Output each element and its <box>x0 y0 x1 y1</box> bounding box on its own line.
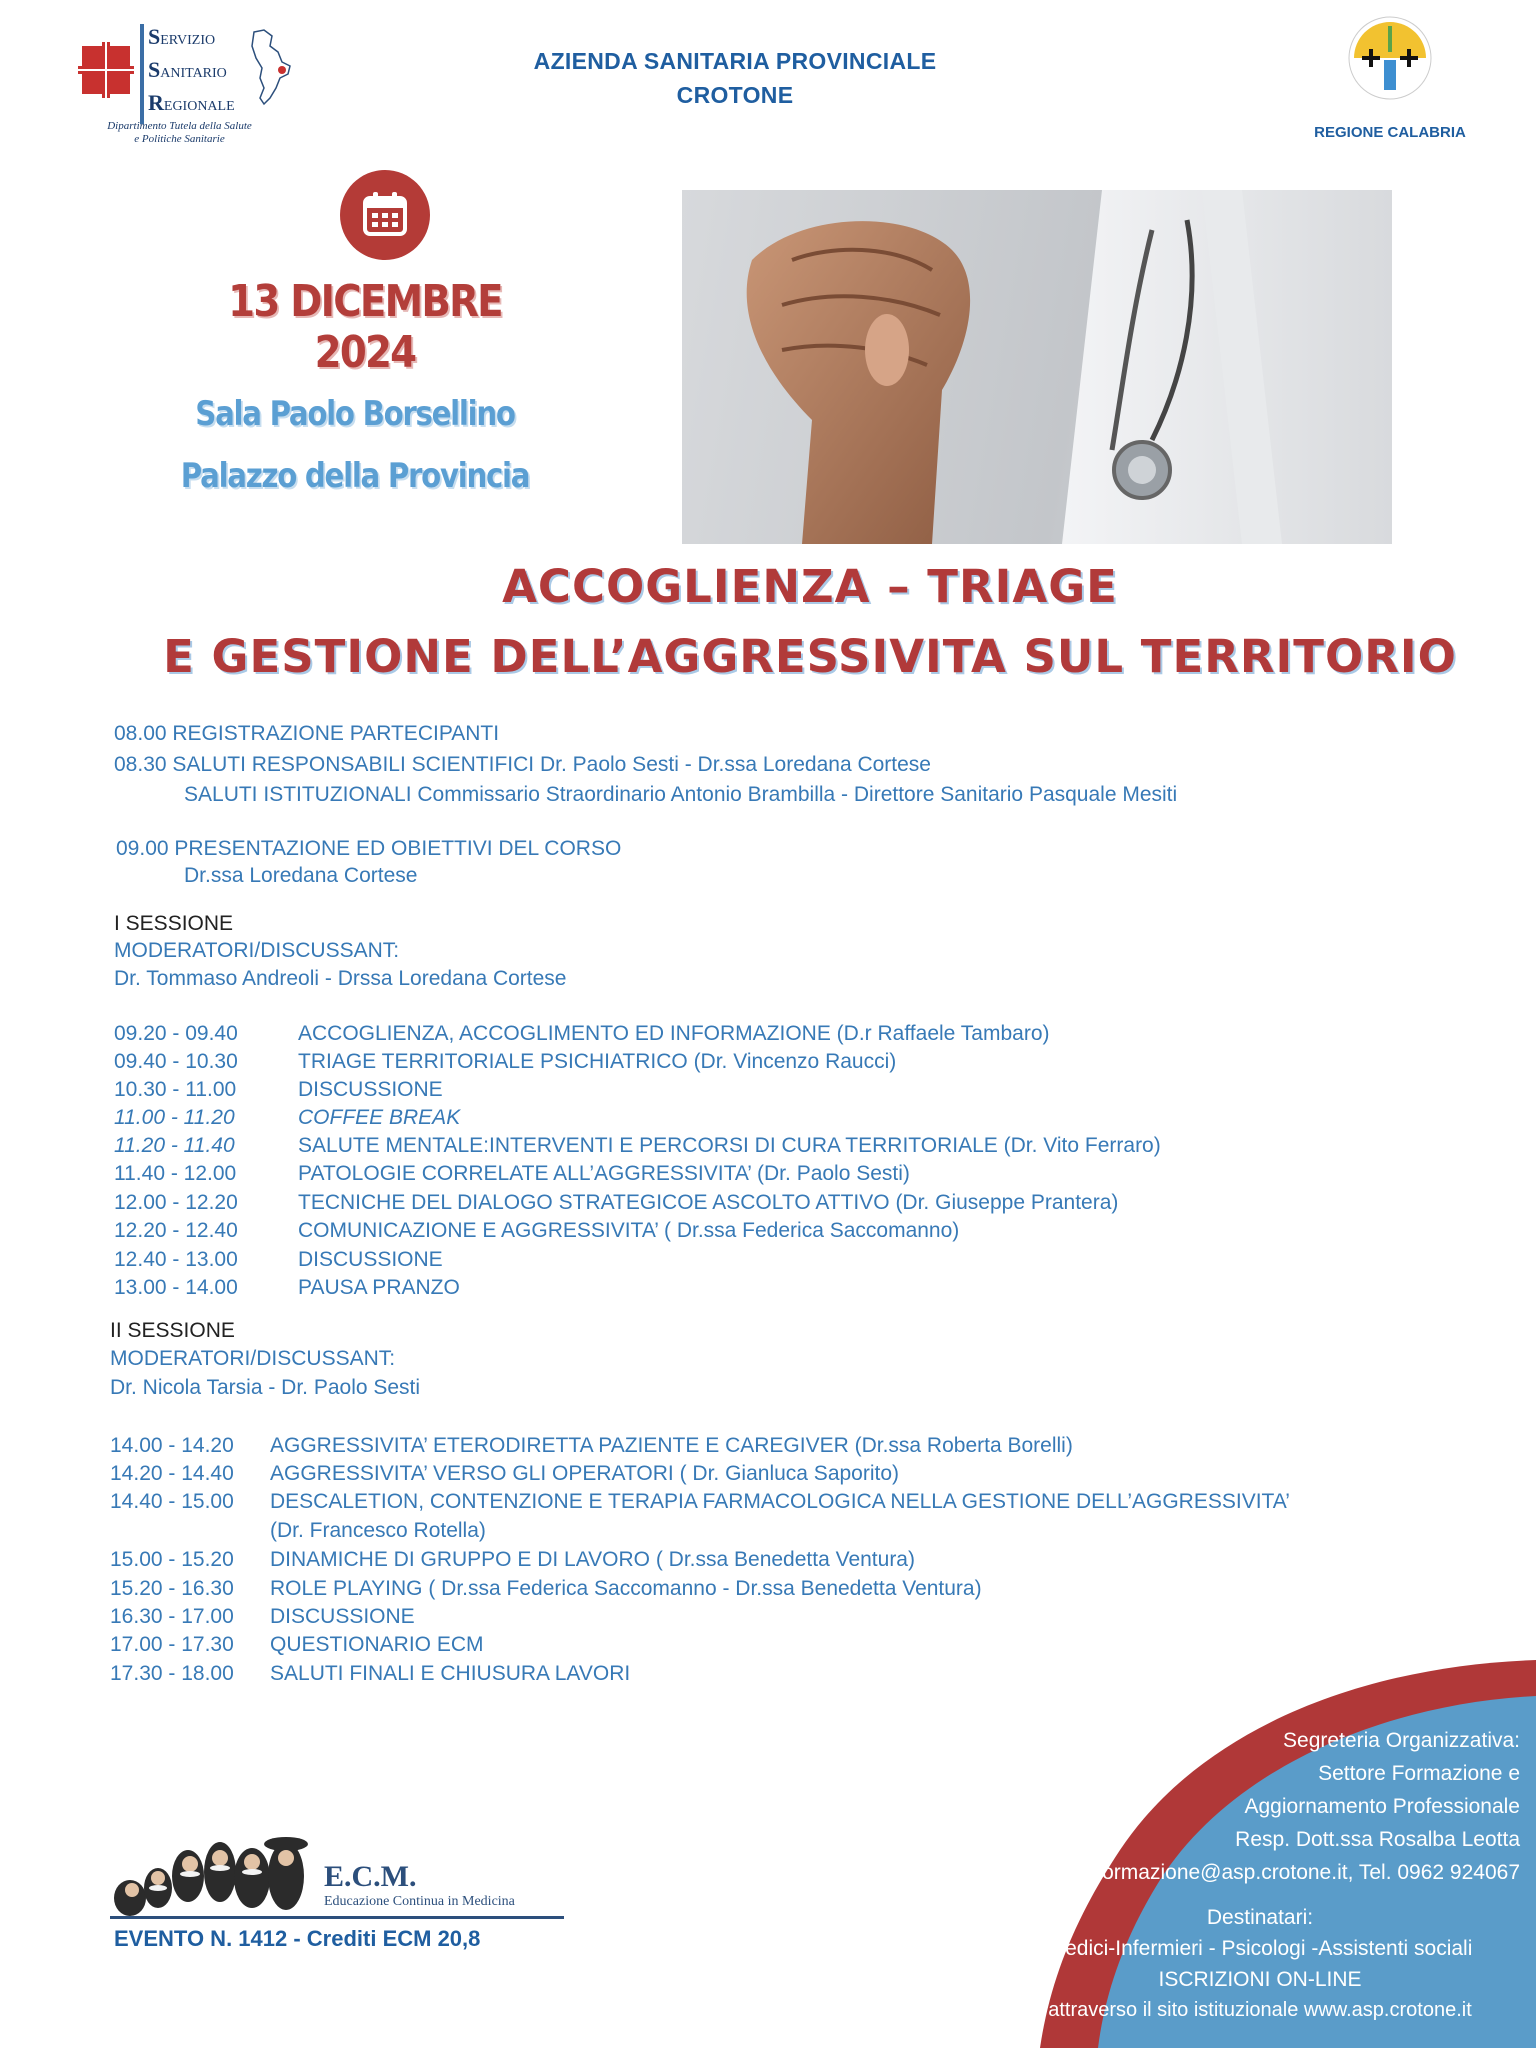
calendar-icon <box>362 190 408 238</box>
row-text: COFFEE BREAK <box>298 1106 461 1129</box>
session2-moderators-label: MODERATORI/DISCUSSANT: <box>110 1347 396 1370</box>
schedule-row <box>110 1660 630 1688</box>
schedule-row <box>110 1603 415 1631</box>
segreteria-line: Settore Formazione e <box>1318 1762 1520 1785</box>
row-text: (Dr. Francesco Rotella) <box>270 1519 486 1542</box>
segreteria-label: Segreteria Organizzativa: <box>1283 1729 1520 1752</box>
row-text: QUESTIONARIO ECM <box>270 1633 484 1656</box>
session2-moderators: Dr. Nicola Tarsia - Dr. Paolo Sesti <box>110 1376 421 1399</box>
event-title-line1: ACCOGLIENZA – TRIAGE <box>502 560 1118 613</box>
saluti-scientifici: 08.30 SALUTI RESPONSABILI SCIENTIFICI Dr. Paolo Sesti - Dr.ssa Loredana Cortese <box>114 753 931 776</box>
calabria-map-icon <box>242 28 292 106</box>
event-title-line2: E GESTIONE DELL’AGGRESSIVITA SUL TERRITORIO <box>163 630 1457 683</box>
destinatari-list: Medici-Infermieri - Psicologi -Assistenti sociali <box>1047 1937 1473 1960</box>
schedule-row <box>110 1546 915 1574</box>
row-text: DISCUSSIONE <box>298 1248 443 1271</box>
row-text: SALUTE MENTALE:INTERVENTI E PERCORSI DI CURA TERRITORIALE (Dr. Vito Ferraro) <box>298 1134 1161 1157</box>
row-time: 12.00 - 12.20 <box>114 1191 238 1214</box>
row-text: DISCUSSIONE <box>298 1078 443 1101</box>
ecm-underline <box>110 1916 564 1919</box>
schedule-row <box>110 1631 484 1659</box>
session1-moderators: Dr. Tommaso Andreoli - Drssa Loredana Cortese <box>114 967 567 990</box>
schedule-row-coffee-break <box>114 1104 460 1132</box>
ssr-wordmark <box>148 22 235 121</box>
ssr-logo <box>76 20 291 148</box>
calendar-badge <box>340 170 430 260</box>
row-time: 12.20 - 12.40 <box>114 1219 238 1242</box>
venue-line1: Sala Paolo Borsellino <box>195 394 515 434</box>
row-text: SALUTI FINALI E CHIUSURA LAVORI <box>270 1662 631 1685</box>
row-time: 16.30 - 17.00 <box>110 1605 234 1628</box>
asp-line1: AZIENDA SANITARIA PROVINCIALE <box>533 48 937 74</box>
segreteria-contact[interactable]: formazione@asp.crotone.it, Tel. 0962 924067 <box>1096 1861 1520 1884</box>
row-text: TECNICHE DEL DIALOGO STRATEGICOE ASCOLTO ATTIVO (Dr. Giuseppe Prantera) <box>298 1191 1119 1214</box>
schedule-row <box>114 1160 910 1188</box>
iscrizioni-label: ISCRIZIONI ON-LINE <box>1158 1968 1362 1991</box>
event-date: 13 DICEMBRE 2024 <box>228 276 502 378</box>
ssr-subtitle <box>82 120 277 146</box>
regione-label: REGIONE CALABRIA <box>1314 124 1466 141</box>
iscrizioni-website[interactable]: attraverso il sito istituzionale www.asp.crotone.it <box>1048 1999 1472 2021</box>
row-text: DINAMICHE DI GRUPPO E DI LAVORO ( Dr.ssa Benedetta Ventura) <box>270 1548 915 1571</box>
row-text: TRIAGE TERRITORIALE PSICHIATRICO (Dr. Vincenzo Raucci) <box>298 1050 897 1073</box>
ecm-logo <box>110 1836 570 1920</box>
row-time: 14.20 - 14.40 <box>110 1462 234 1485</box>
venue-line2: Palazzo della Provincia <box>180 456 530 496</box>
row-time: 14.40 - 15.00 <box>110 1490 234 1513</box>
row-time: 09.40 - 10.30 <box>114 1050 238 1073</box>
ssr-subtitle-line1: Dipartimento Tutela della Salute <box>107 120 252 132</box>
row-time: 17.30 - 18.00 <box>110 1662 234 1685</box>
schedule-row <box>114 1076 443 1104</box>
schedule-row <box>114 1246 443 1274</box>
row-time: 10.30 - 11.00 <box>114 1078 237 1101</box>
session1-moderators-label: MODERATORI/DISCUSSANT: <box>114 939 400 962</box>
row-text: ACCOGLIENZA, ACCOGLIMENTO ED INFORMAZIONE (D.r Raffaele Tambaro) <box>298 1022 1050 1045</box>
row-time: 11.20 - 11.40 <box>114 1134 235 1157</box>
presentazione-speaker: Dr.ssa Loredana Cortese <box>184 864 418 887</box>
asp-heading <box>470 44 1000 112</box>
row-time: 11.40 - 12.00 <box>114 1162 237 1185</box>
row-time: 17.00 - 17.30 <box>110 1633 234 1656</box>
row-time: 13.00 - 14.00 <box>114 1276 238 1299</box>
ssr-word-regionale: EGIONALE <box>163 99 235 114</box>
schedule-row <box>110 1575 982 1603</box>
saluti-istituzionali: SALUTI ISTITUZIONALI Commissario Straordinario Antonio Brambilla - Direttore Sanitario Pasquale Mesiti <box>184 783 1178 806</box>
session2-heading: II SESSIONE <box>110 1319 235 1342</box>
presentazione: 09.00 PRESENTAZIONE ED OBIETTIVI DEL CORSO <box>116 837 622 860</box>
session1-heading: I SESSIONE <box>114 912 234 935</box>
schedule-row <box>114 1189 1118 1217</box>
photo-illustration <box>682 190 1392 544</box>
row-text: ROLE PLAYING ( Dr.ssa Federica Saccomanno - Dr.ssa Benedetta Ventura) <box>270 1577 982 1600</box>
row-text: DISCUSSIONE <box>270 1605 415 1628</box>
row-text: COMUNICAZIONE E AGGRESSIVITA’ ( Dr.ssa Federica Saccomanno) <box>298 1219 960 1242</box>
row-text: DESCALETION, CONTENZIONE E TERAPIA FARMACOLOGICA NELLA GESTIONE DELL’AGGRESSIVITA’ <box>270 1490 1290 1513</box>
destinatari-block <box>990 1902 1530 2026</box>
row-time: 15.00 - 15.20 <box>110 1548 234 1571</box>
schedule-row <box>114 1274 460 1302</box>
schedule-row <box>110 1488 1290 1516</box>
row-time: 15.20 - 16.30 <box>110 1577 234 1600</box>
schedule-row <box>114 1132 1161 1160</box>
ssr-subtitle-line2: e Politiche Sanitarie <box>134 133 225 145</box>
destinatari-label: Destinatari: <box>1206 1906 1314 1929</box>
ecm-title: E.C.M. <box>324 1860 417 1893</box>
row-text: AGGRESSIVITA’ ETERODIRETTA PAZIENTE E CAREGIVER (Dr.ssa Roberta Borelli) <box>270 1434 1073 1457</box>
asp-line2: CROTONE <box>676 82 794 108</box>
fist-doctor-photo <box>682 190 1392 544</box>
ssr-initial-r: R <box>148 90 164 115</box>
row-time: 14.00 - 14.20 <box>110 1434 234 1457</box>
segreteria-responsabile: Resp. Dott.ssa Rosalba Leotta <box>1235 1828 1520 1851</box>
row-text: PAUSA PRANZO <box>298 1276 460 1299</box>
row-time: 09.20 - 09.40 <box>114 1022 238 1045</box>
ssr-divider <box>140 24 144 124</box>
anatomy-lesson-painting-icon <box>110 1836 316 1916</box>
schedule-row <box>114 1020 1050 1048</box>
schedule-row <box>114 1217 959 1245</box>
schedule-row <box>114 1048 896 1076</box>
schedule-row <box>110 1460 899 1488</box>
regione-calabria-emblem-icon <box>1348 16 1432 100</box>
ssr-word-servizio: ERVIZIO <box>160 33 216 48</box>
ssr-initial-s2: S <box>148 57 161 82</box>
ecm-subtitle: Educazione Continua in Medicina <box>324 1894 515 1909</box>
row-time: 11.00 - 11.20 <box>114 1106 235 1129</box>
ssr-word-sanitario: ANITARIO <box>160 66 227 81</box>
row-time: 12.40 - 13.00 <box>114 1248 238 1271</box>
evento-crediti: EVENTO N. 1412 - Crediti ECM 20,8 <box>114 1926 481 1951</box>
segreteria-block <box>960 1724 1520 1889</box>
schedule-row-continuation <box>110 1517 486 1545</box>
row-text: PATOLOGIE CORRELATE ALL’AGGRESSIVITA’ (Dr. Paolo Sesti) <box>298 1162 910 1185</box>
red-cross-icon <box>78 42 134 98</box>
ssr-initial-s1: S <box>148 24 161 49</box>
registrazione: 08.00 REGISTRAZIONE PARTECIPANTI <box>114 722 500 745</box>
schedule-row <box>110 1432 1073 1460</box>
row-text: AGGRESSIVITA’ VERSO GLI OPERATORI ( Dr. Gianluca Saporito) <box>270 1462 900 1485</box>
segreteria-line: Aggiornamento Professionale <box>1244 1795 1520 1818</box>
